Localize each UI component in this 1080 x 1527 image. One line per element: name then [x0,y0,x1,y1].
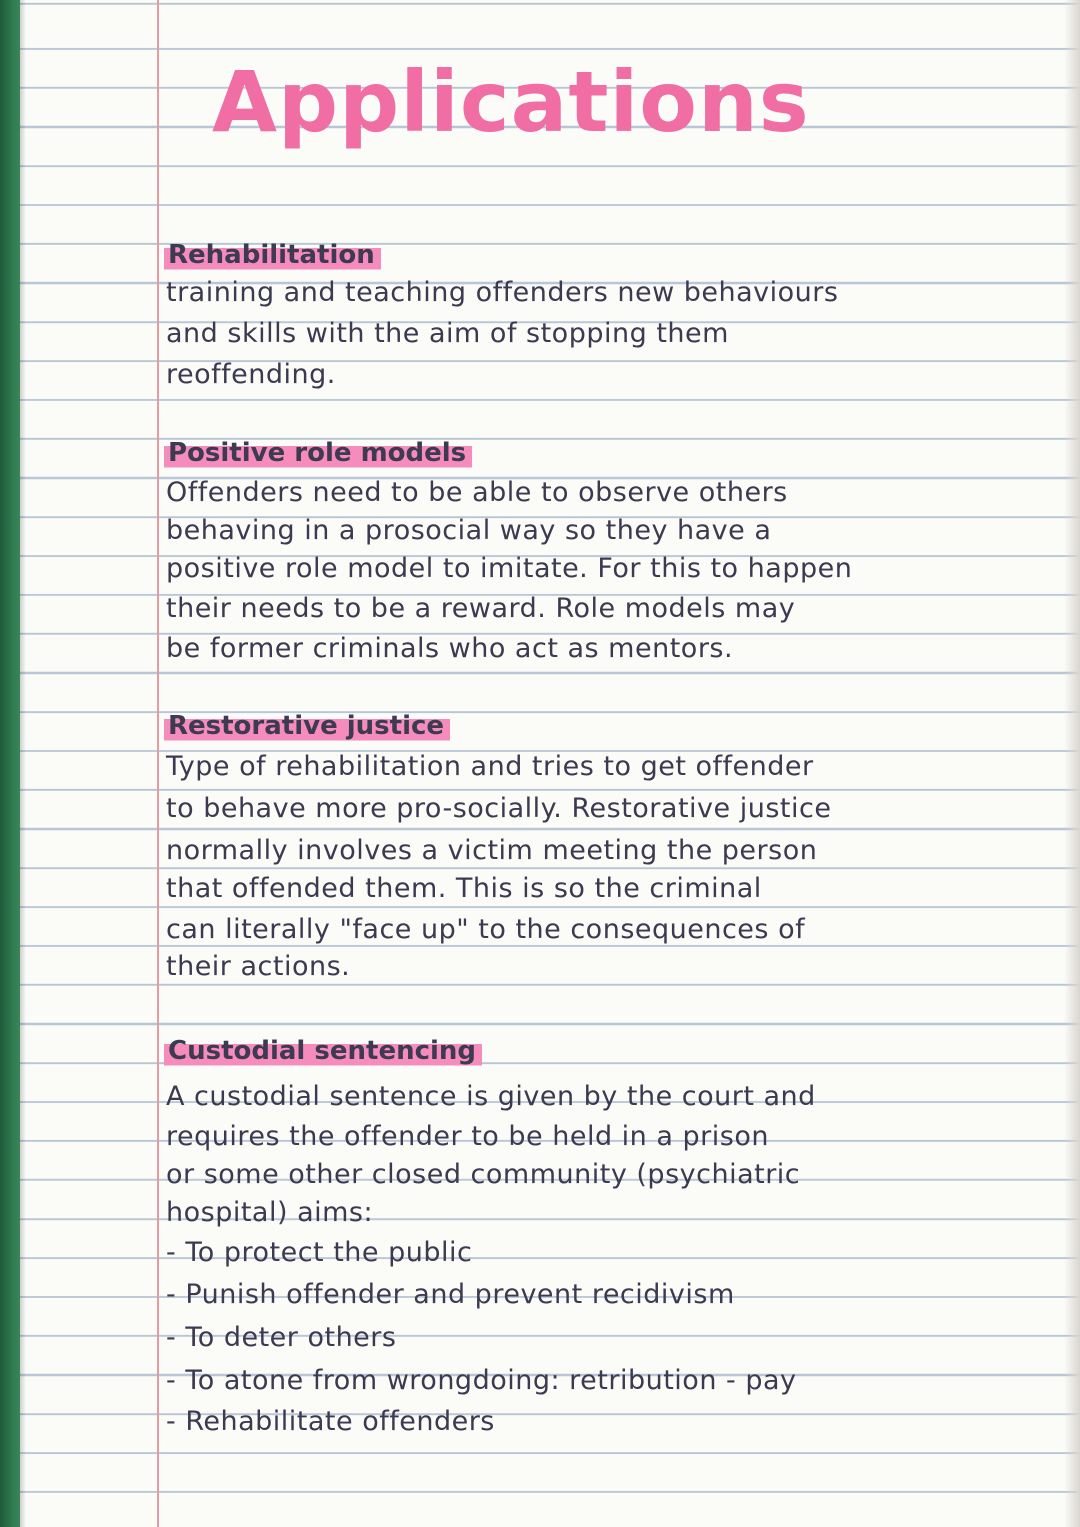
restorative-line-3: normally involves a victim meeting the person [166,835,818,866]
rehabilitation-line-3: reoffending. [166,359,336,390]
spine-shadow [20,0,26,1527]
custodial-aim-1: - To protect the public [166,1237,473,1268]
restorative-line-5: can literally "face up" to the consequences of [166,914,806,945]
role-models-line-1: Offenders need to be able to observe others [166,477,788,508]
rehabilitation-line-1: training and teaching offenders new behaviours [166,277,839,308]
margin-line [157,0,159,1527]
custodial-aim-5: - Rehabilitate offenders [166,1406,495,1437]
restorative-line-1: Type of rehabilitation and tries to get offender [166,751,814,782]
custodial-line-3: or some other closed community (psychiatric [166,1159,801,1190]
custodial-line-2: requires the offender to be held in a prison [166,1121,769,1152]
restorative-line-6: their actions. [166,951,351,982]
role-models-line-4: their needs to be a reward. Role models may [166,593,796,624]
role-models-line-5: be former criminals who act as mentors. [166,633,734,664]
role-models-line-3: positive role model to imitate. For this to happen [166,553,853,584]
section-heading-rehabilitation: Rehabilitation [164,238,381,272]
page-edge [1064,0,1080,1527]
custodial-aim-4: - To atone from wrongdoing: retribution - pay [166,1365,797,1396]
section-heading-custodial-sentencing: Custodial sentencing [164,1034,482,1068]
role-models-line-2: behaving in a prosocial way so they have a [166,515,772,546]
restorative-line-2: to behave more pro-socially. Restorative justice [166,793,832,824]
page-title: Applications [212,53,810,151]
custodial-aim-2: - Punish offender and prevent recidivism [166,1279,735,1310]
notebook-spine [0,0,20,1527]
section-heading-positive-role-models: Positive role models [164,436,472,470]
custodial-line-1: A custodial sentence is given by the court and [166,1081,816,1112]
custodial-line-4: hospital) aims: [166,1197,374,1228]
custodial-aim-3: - To deter others [166,1322,397,1353]
rehabilitation-line-2: and skills with the aim of stopping them [166,318,729,349]
section-heading-restorative-justice: Restorative justice [164,709,450,743]
restorative-line-4: that offended them. This is so the criminal [166,873,762,904]
